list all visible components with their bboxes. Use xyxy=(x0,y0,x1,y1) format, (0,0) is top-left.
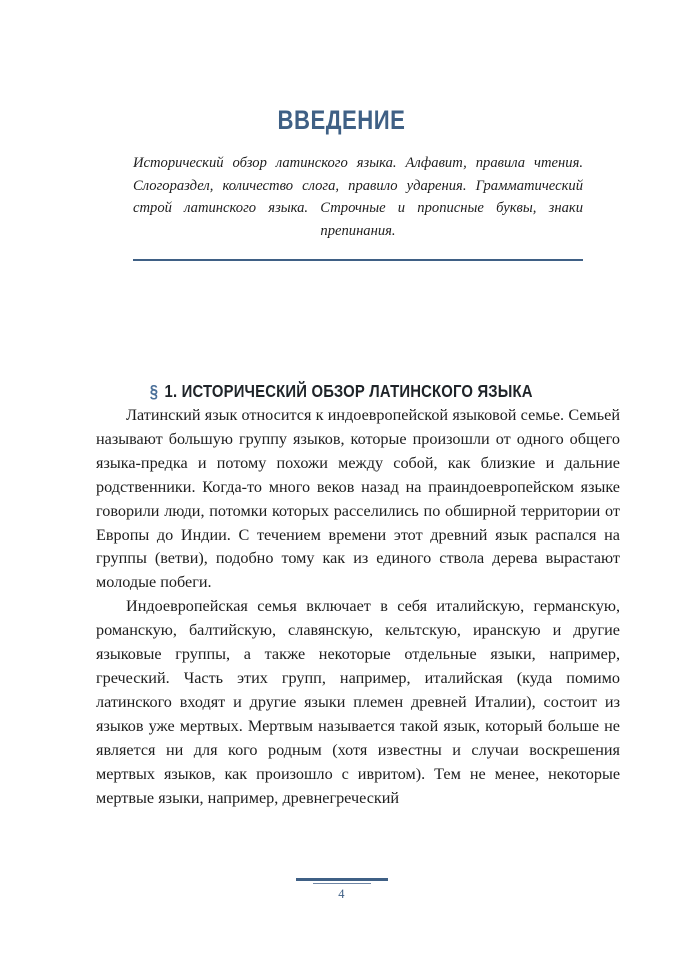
page-number: 4 xyxy=(338,887,345,901)
section-heading-label: 1. ИСТОРИЧЕСКИЙ ОБЗОР ЛАТИНСКОГО ЯЗЫКА xyxy=(164,380,533,401)
section-sign-icon: § xyxy=(150,380,165,401)
epigraph-text: Исторический обзор латинского языка. Алфавит, правила чтения. Слогораздел, количество слога, правило ударения. Грамматический строй латинского языка. Строчные и прописные буквы, знаки препинания. xyxy=(133,155,583,239)
epigraph-divider xyxy=(133,259,583,261)
section-heading-inner xyxy=(150,381,533,402)
body-paragraph: Индоевропейская семья включает в себя италийскую, германскую, романскую, балтийскую, славянскую, кельтскую, иранскую и другие языковые группы, а также некоторые отдельные языки, например, греческий. Часть этих групп, например, италийская (куда помимо латинского входят и другие языки племен древней Италии), состоит из языков уже мертвых. Мертвым называется такой язык, который больше не является ни для кого родным (хотя известны и случаи воскрешения мертвых языков, как произошло с ивритом). Тем не менее, некоторые мертвые языки, например, древнегреческий xyxy=(96,597,620,807)
body-paragraph: Латинский язык относится к индоевропейской языковой семье. Семьей называют большую группу языков, которые произошли от одного общего языка-предка и потому похожи между собой, как близкие и дальние родственники. Когда-то много веков назад на праиндоевропейском языке говорили люди, потомки которых расселились по обширной территории от Европы до Индии. С течением времени этот древний язык распался на группы (ветви), подобно тому как из единого ствола дерева вырастают молодые побеги. xyxy=(96,406,620,592)
body-copy xyxy=(96,404,620,810)
page-footer xyxy=(0,878,683,902)
footer-divider-thin xyxy=(313,883,371,884)
section-heading xyxy=(0,381,683,402)
page-title: ВВЕДЕНИЕ xyxy=(277,105,406,136)
footer-divider-thick xyxy=(296,878,388,881)
